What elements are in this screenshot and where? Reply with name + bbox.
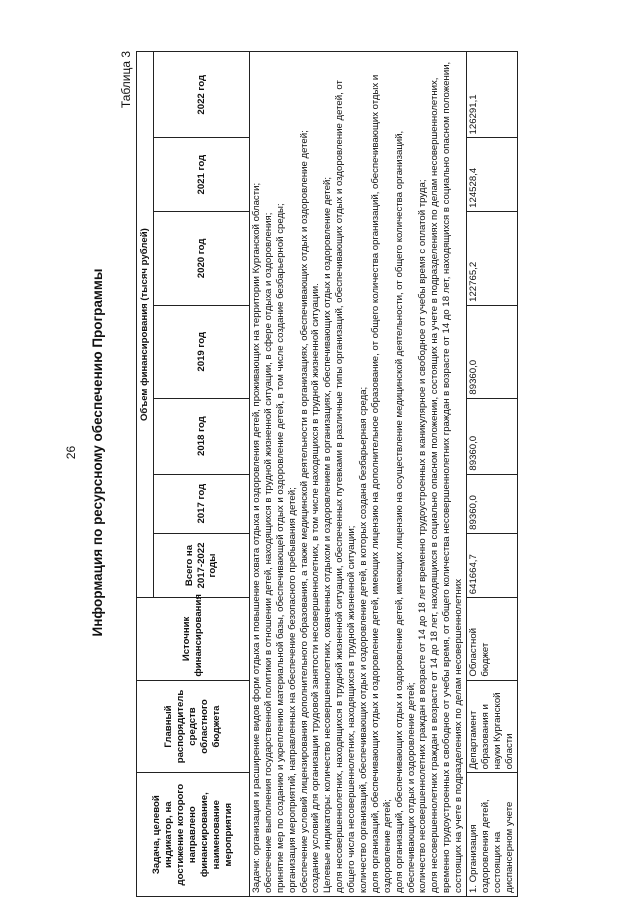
goals-cell [250,52,467,897]
header-year: 2021 год [154,138,250,211]
header-year: 2018 год [154,398,250,474]
row-year-value: 124528,4 [467,138,518,211]
row-year-value: 89360,0 [467,305,518,398]
resource-table [136,51,518,897]
row-year-value: 89360,0 [467,398,518,474]
goals-line: доля несовершеннолетних граждан в возрасте от 14 до 18 лет, находящихся в социально опасном положении, состоящих на учете в подразделениях по делам несовершеннолетних, временно трудоустроенных в свободное от учебы время, от общего количества несовершеннолетних граждан в возрасте от 14 до 18 лет, находящихся в социально опасном положении, состоящих на учете в подразделениях по делам несовершеннолетних [429,61,465,893]
goals-line: Целевые индикаторы: количество несовершеннолетних, охваченных отдыхом и оздоровлением в организациях, обеспечивающих отдых и оздоровление детей; [322,176,334,893]
header-total: Всего на 2017-2022 годы [154,533,250,597]
goals-line: принятие мер по созданию и укреплению материальной базы, обеспечивающей отдых и оздоровление детей, в том числе создание безбарьерной среды; [274,203,286,893]
goals-line: доля организаций, обеспечивающих отдых и оздоровление детей, имеющих лицензию на осуществление медицинской деятельности, от общего количества организаций, обеспечивающих отдых и оздоровление детей; [393,130,417,893]
header-year: 2019 год [154,305,250,398]
header-task: Задача, целевой индикатор, на достижение которого направлено финансирование, наименование мероприятия [137,773,250,897]
row-year-value: 126291,1 [467,52,518,138]
table-header-row [137,52,154,897]
table-label: Таблица 3 [119,51,133,109]
header-year: 2022 год [154,52,250,138]
page-title: Информация по ресурсному обеспечению Программы [90,268,105,637]
goals-row [250,52,467,897]
header-executor: Главный распорядитель средств областного бюджета [137,680,250,773]
row-executor: Департамент образования и науки Курганской области [467,680,518,773]
goals-line: доля организаций, обеспечивающих отдых и оздоровление детей, имеющих лицензию на дополнительное образование, от общего количества организаций, обеспечивающих отдых и оздоровление детей; [369,74,393,893]
header-volume: Объем финансирования (тысяч рублей) [137,52,154,598]
row-task: 1. Организация оздоровления детей, состоящих на диспансерном учете [467,773,518,897]
header-year: 2020 год [154,211,250,305]
table-row [467,52,518,897]
row-total: 641664,7 [467,533,518,597]
header-year: 2017 год [154,474,250,533]
goals-line: количество организаций, обеспечивающих отдых и оздоровление детей, в которых создана безбарьерная среда; [358,386,370,893]
goals-line: обеспечение условий лицензирования дополнительного образования, а также медицинской деятельности в организациях, обеспечивающих отдых и оздоровление детей; [298,130,310,893]
goals-line: организация мероприятий, направленных на обеспечение безопасного пребывания детей; [286,487,298,893]
goals-line: создание условий для организации трудовой занятости несовершеннолетних, в том числе находящихся в трудной жизненной ситуации. [310,283,322,893]
goals-line: доля несовершеннолетних, находящихся в трудной жизненной ситуации, обеспеченных путевками в различные типы организаций, обеспечивающих отдых и оздоровление детей, от общего числа несовершеннолетних, находящихся в трудной жизненной ситуации; [334,80,358,893]
goals-line: обеспечение выполнения государственной политики в отношении детей, находящихся в трудной жизненной ситуации, в сфере отдыха и оздоровления; [262,212,274,893]
goals-line: количество несовершеннолетних граждан в возрасте от 14 до 18 лет временно трудоустроенных в каникулярное и свободное от учебы время с оплатой труда; [417,179,429,893]
header-source: Источник финансирования [137,598,250,680]
row-year-value: 89360,0 [467,474,518,533]
page-number: 26 [64,445,78,460]
goals-line: Задачи: организация и расширение видов форм отдыха и повышение охвата отдыха и оздоровления детей, проживающих на территории Курганской области; [251,182,262,893]
row-year-value: 122765,2 [467,211,518,305]
row-source: Областной бюджет [467,598,518,680]
